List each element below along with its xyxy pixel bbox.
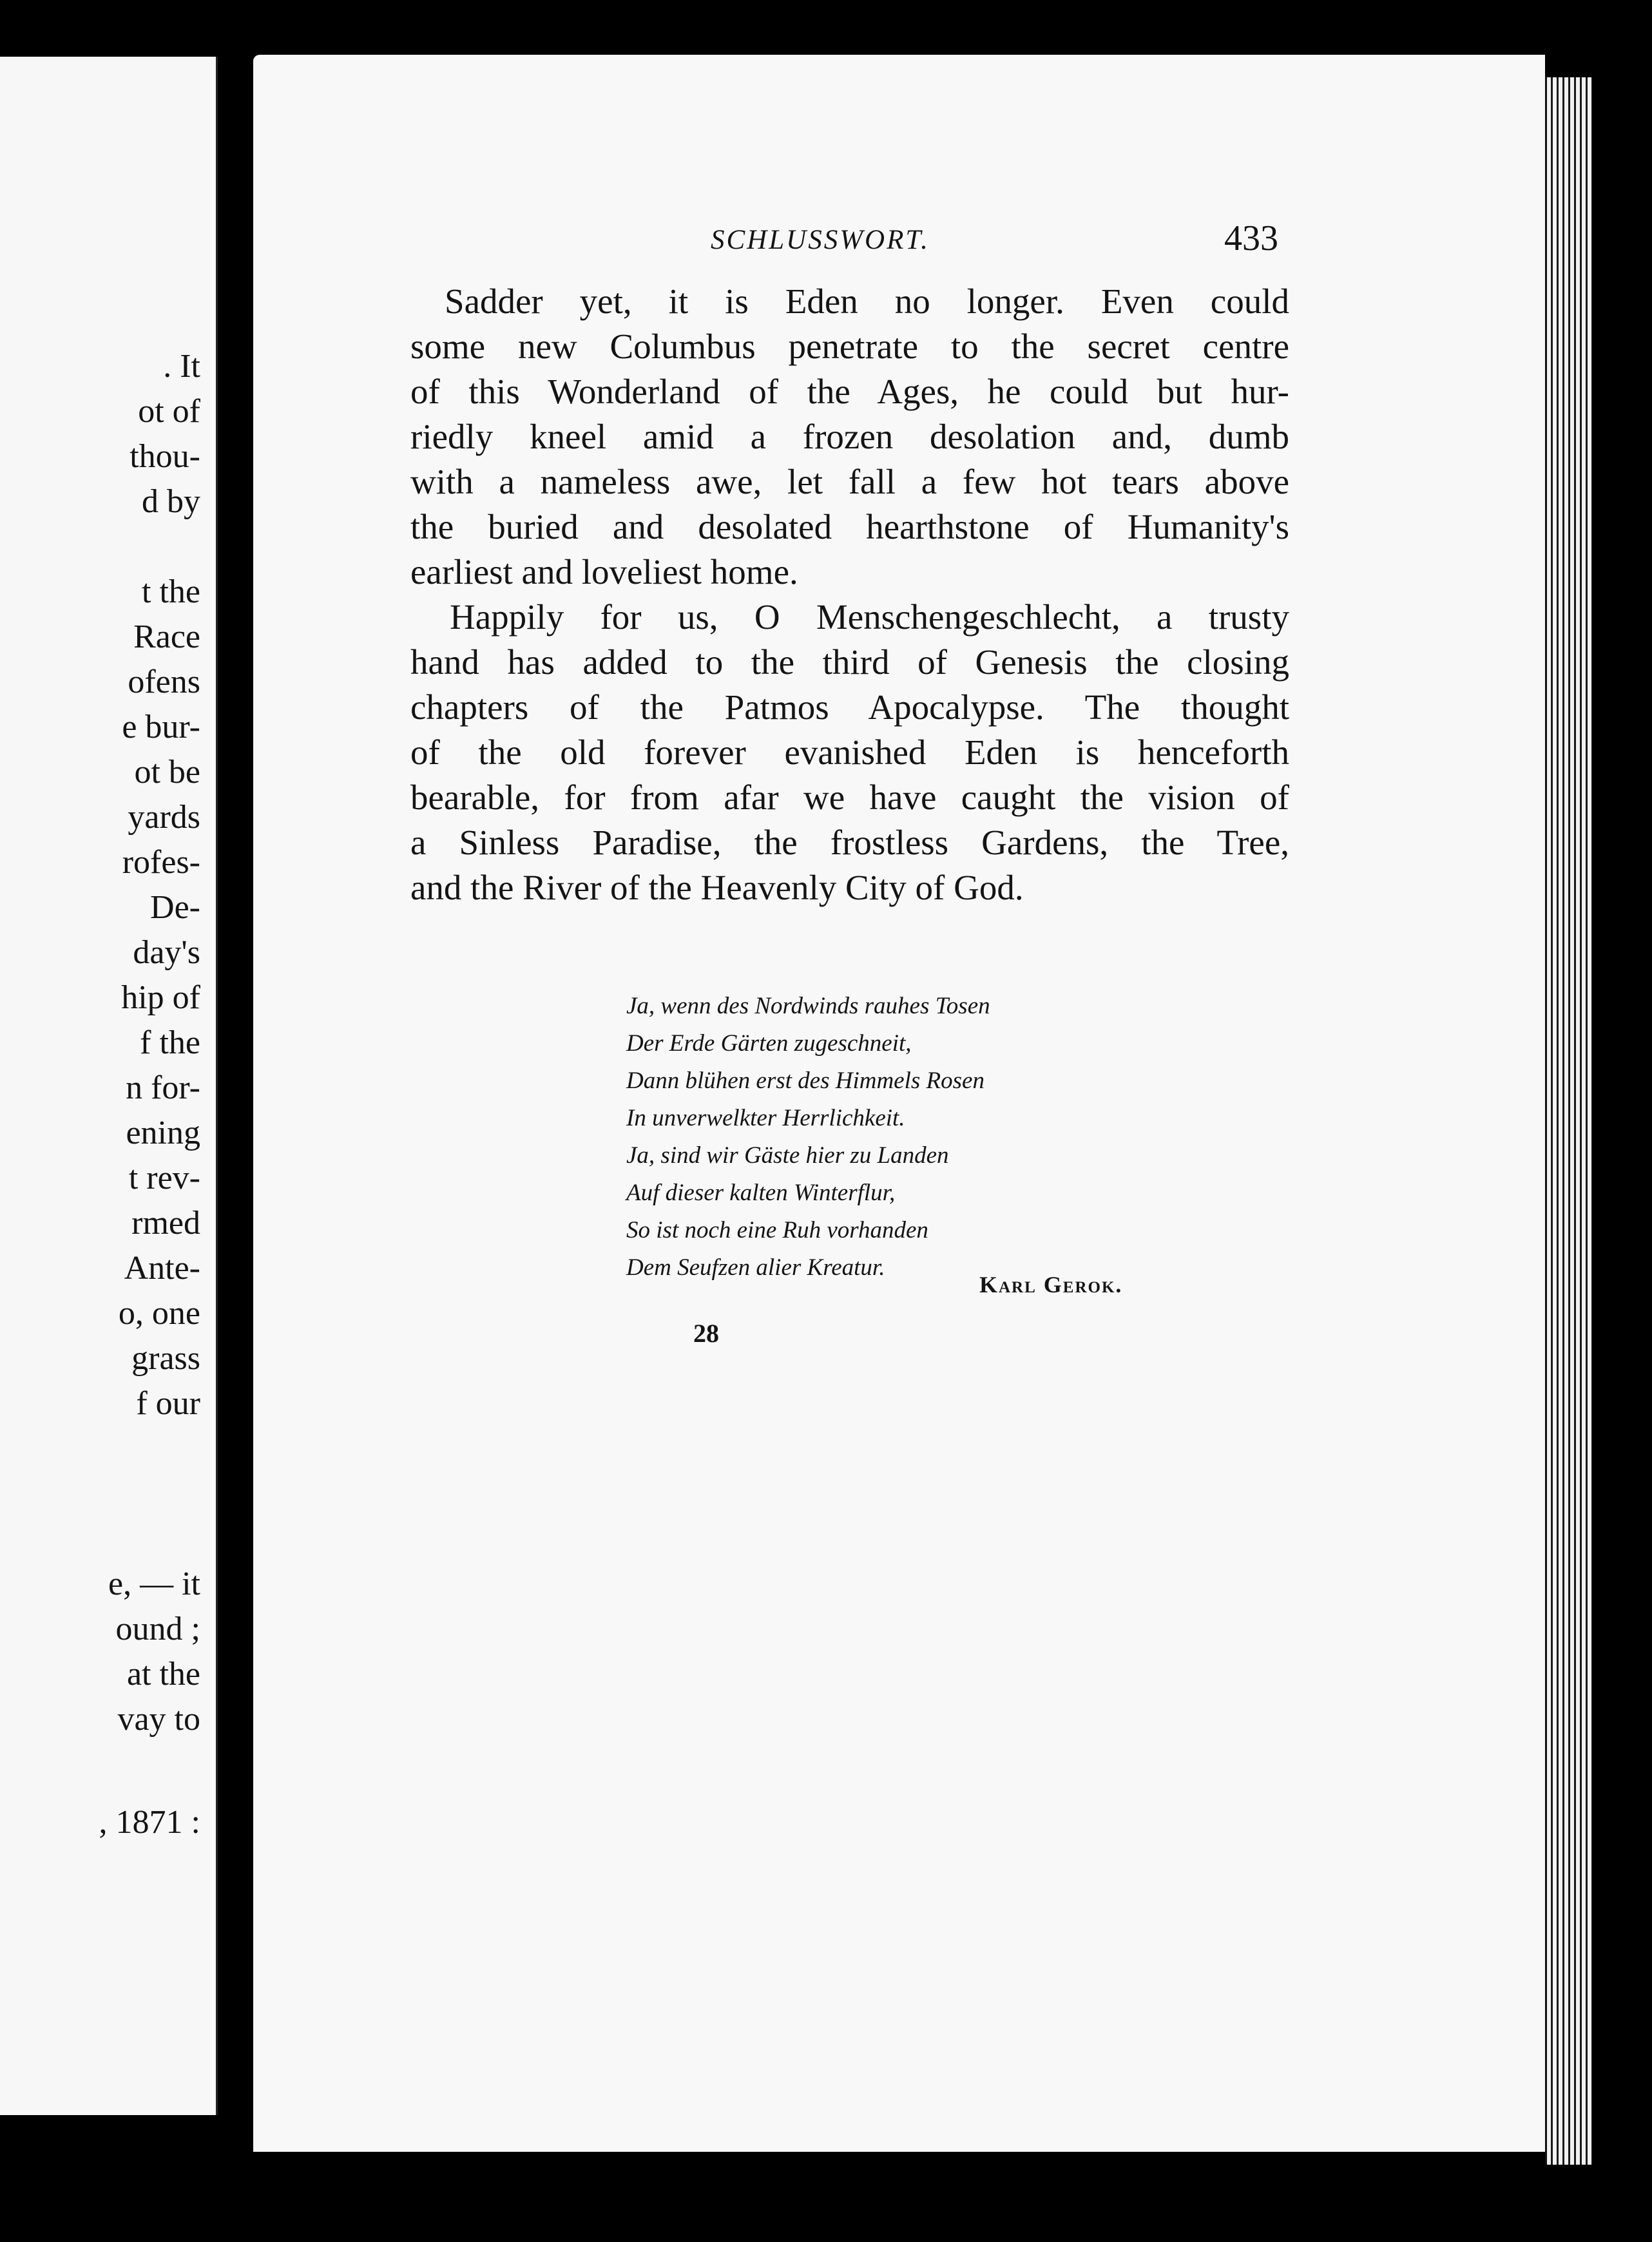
poem-attribution: Karl Gerok.: [979, 1272, 1123, 1298]
left-page-line: Ante-: [124, 1250, 200, 1287]
left-page-line: ening: [126, 1115, 200, 1151]
body-line: a Sinless Paradise, the frostless Gardens, the Tree,: [410, 823, 1289, 862]
left-page-line: e bur-: [122, 709, 200, 745]
left-page-line: f our: [136, 1385, 200, 1422]
body-line: hand has added to the third of Genesis the closing: [410, 642, 1289, 682]
page-edges: [1545, 77, 1592, 2165]
left-page-line: ofens: [128, 664, 200, 700]
poem-line: In unverwelkter Herrlichkeit.: [626, 1105, 905, 1131]
body-line: riedly kneel amid a frozen desolation and, dumb: [410, 417, 1289, 456]
poem-line: Der Erde Gärten zugeschneit,: [626, 1030, 912, 1057]
body-line: earliest and loveliest home.: [410, 552, 798, 591]
poem-line: Dem Seufzen alier Kreatur.: [626, 1254, 885, 1281]
body-line: bearable, for from afar we have caught the vision of: [410, 778, 1289, 817]
running-title: SCHLUSSWORT.: [711, 225, 930, 255]
left-page-line: , 1871 :: [99, 1804, 200, 1841]
poem-line: Ja, wenn des Nordwinds rauhes Tosen: [626, 993, 990, 1019]
signature-mark: 28: [693, 1319, 719, 1348]
poem-line: Ja, sind wir Gäste hier zu Landen: [626, 1142, 949, 1169]
poem-line: Dann blühen erst des Himmels Rosen: [626, 1068, 984, 1094]
left-page-line: n for-: [126, 1069, 200, 1106]
left-page-line: day's: [133, 934, 200, 971]
left-page-line: . It: [163, 348, 200, 385]
left-page-line: d by: [142, 483, 200, 520]
left-page-line: o, one: [118, 1295, 200, 1332]
poem-line: So ist noch eine Ruh vorhanden: [626, 1217, 928, 1243]
left-page-line: vay to: [117, 1701, 200, 1738]
left-page-line: ot be: [134, 754, 200, 790]
body-line: the buried and desolated hearthstone of Humanity's: [410, 507, 1289, 546]
left-page-line: ound ;: [115, 1611, 200, 1647]
left-page-line: rmed: [131, 1205, 200, 1241]
left-page-line: grass: [131, 1340, 200, 1377]
body-line: with a nameless awe, let fall a few hot tears above: [410, 462, 1289, 501]
body-line: and the River of the Heavenly City of God.: [410, 868, 1024, 907]
left-page-line: t rev-: [128, 1160, 200, 1196]
body-line: of this Wonderland of the Ages, he could but hur-: [410, 372, 1289, 411]
body-line: some new Columbus penetrate to the secret centre: [410, 327, 1289, 366]
left-page-line: hip of: [121, 979, 200, 1016]
poem-line: Auf dieser kalten Winterflur,: [626, 1180, 896, 1206]
left-page-line: thou-: [130, 438, 200, 475]
left-page-line: yards: [128, 799, 200, 836]
body-line: chapters of the Patmos Apocalypse. The thought: [410, 687, 1289, 727]
left-page-line: e, — it: [108, 1566, 200, 1602]
book-page: [253, 55, 1545, 2152]
left-page-line: f the: [140, 1024, 200, 1061]
body-line: of the old forever evanished Eden is henceforth: [410, 733, 1289, 772]
left-page-line: ot of: [138, 393, 200, 430]
left-page-line: t the: [142, 573, 200, 610]
left-page-line: De-: [150, 889, 200, 926]
body-line: Sadder yet, it is Eden no longer. Even could: [445, 282, 1289, 321]
left-page-line: at the: [126, 1656, 200, 1692]
left-page-fragment: [0, 57, 218, 2115]
left-page-line: Race: [133, 618, 200, 655]
left-page-line: rofes-: [122, 844, 200, 881]
page-number: 433: [1224, 218, 1278, 258]
body-line: Happily for us, O Menschengeschlecht, a trusty: [450, 597, 1289, 637]
